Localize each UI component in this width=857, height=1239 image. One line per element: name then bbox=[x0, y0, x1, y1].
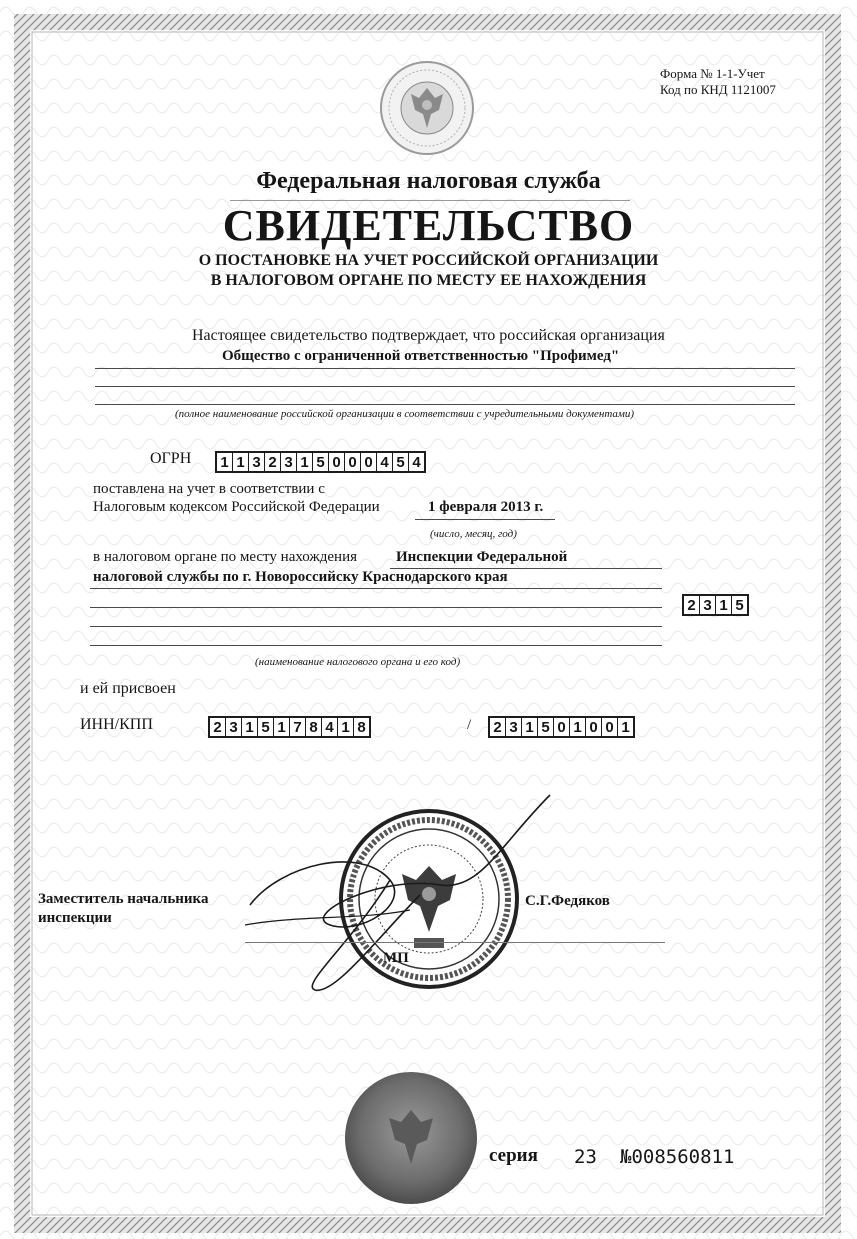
kpp-digit: 1 bbox=[522, 718, 538, 736]
date-underline bbox=[415, 519, 555, 520]
inn-digit: 1 bbox=[274, 718, 290, 736]
org-line-3 bbox=[95, 404, 795, 405]
registration-line-1: поставлена на учет в соответствии с bbox=[93, 481, 325, 497]
authority-line-4 bbox=[90, 626, 662, 627]
authority-code-digit: 2 bbox=[684, 596, 700, 614]
ogrn-digit: 5 bbox=[393, 453, 409, 471]
authority-line-2 bbox=[90, 588, 662, 589]
ogrn-digit: 5 bbox=[313, 453, 329, 471]
inn-digit: 5 bbox=[258, 718, 274, 736]
emblem-icon bbox=[377, 58, 477, 158]
authority-code-boxes bbox=[682, 594, 749, 616]
ogrn-digit: 2 bbox=[265, 453, 281, 471]
ogrn-digit: 3 bbox=[281, 453, 297, 471]
authority-code-digit: 1 bbox=[716, 596, 732, 614]
authority-line-3 bbox=[90, 607, 662, 608]
ogrn-digit: 1 bbox=[233, 453, 249, 471]
kpp-digit: 0 bbox=[602, 718, 618, 736]
inn-digit: 7 bbox=[290, 718, 306, 736]
inn-kpp-separator: / bbox=[467, 717, 472, 733]
ogrn-digit: 4 bbox=[377, 453, 393, 471]
ogrn-digit: 1 bbox=[217, 453, 233, 471]
inn-digit: 2 bbox=[210, 718, 226, 736]
kpp-boxes bbox=[488, 716, 635, 738]
kpp-digit: 2 bbox=[490, 718, 506, 736]
inn-digit: 8 bbox=[357, 719, 366, 736]
stamp-mark: МП bbox=[383, 950, 409, 966]
ogrn-digit: 4 bbox=[412, 454, 421, 471]
ogrn-label: ОГРН bbox=[150, 450, 192, 467]
date-caption: (число, месяц, год) bbox=[430, 528, 517, 540]
kpp-digit: 0 bbox=[586, 718, 602, 736]
org-line-1 bbox=[95, 368, 795, 369]
inn-digit: 4 bbox=[322, 718, 338, 736]
ogrn-digit: 0 bbox=[345, 453, 361, 471]
registration-line-2: Налоговым кодексом Российской Федерации bbox=[93, 499, 380, 515]
inn-digit: 1 bbox=[338, 718, 354, 736]
signatory-position-line-1: Заместитель начальника bbox=[38, 891, 209, 907]
authority-name-part-1: Инспекции Федеральной bbox=[396, 549, 568, 565]
inn-digit: 3 bbox=[226, 718, 242, 736]
ogrn-digit: 0 bbox=[361, 453, 377, 471]
ogrn-digit: 3 bbox=[249, 453, 265, 471]
org-caption: (полное наименование российской организации в соответствии с учредительными документами) bbox=[175, 408, 635, 420]
handwritten-signature bbox=[240, 785, 560, 995]
hologram-seal-icon bbox=[343, 1070, 479, 1206]
ogrn-boxes bbox=[215, 451, 426, 473]
place-label: в налоговом органе по месту нахождения bbox=[93, 549, 358, 565]
series-value: 23 bbox=[574, 1146, 597, 1168]
org-name: Общество с ограниченной ответственностью "Профимед" bbox=[222, 348, 620, 364]
inn-kpp-label: ИНН/КПП bbox=[80, 716, 153, 733]
kpp-digit: 0 bbox=[554, 718, 570, 736]
ogrn-digit: 1 bbox=[297, 453, 313, 471]
authority-name-part-2: налоговой службы по г. Новороссийску Краснодарского края bbox=[93, 569, 508, 585]
inn-digit: 1 bbox=[242, 718, 258, 736]
authority-code-digit: 5 bbox=[735, 597, 744, 614]
serial-number: №008560811 bbox=[620, 1146, 735, 1168]
signature-line bbox=[245, 942, 665, 943]
service-name: Федеральная налоговая служба bbox=[256, 168, 601, 194]
org-line-2 bbox=[95, 386, 795, 387]
subtitle-line-2: В НАЛОГОВОМ ОРГАНЕ ПО МЕСТУ ЕЕ НАХОЖДЕНИЯ bbox=[210, 272, 647, 289]
inn-boxes bbox=[208, 716, 371, 738]
authority-code-digit: 3 bbox=[700, 596, 716, 614]
inn-digit: 8 bbox=[306, 718, 322, 736]
subtitle-line-1: О ПОСТАНОВКЕ НА УЧЕТ РОССИЙСКОЙ ОРГАНИЗАЦИИ bbox=[198, 252, 659, 269]
series-label: серия bbox=[489, 1145, 538, 1166]
page-title: СВИДЕТЕЛЬСТВО bbox=[222, 201, 635, 250]
knd-code: Код по КНД 1121007 bbox=[660, 82, 776, 97]
form-number: Форма № 1-1-Учет bbox=[660, 66, 765, 81]
kpp-digit: 3 bbox=[506, 718, 522, 736]
authority-caption: (наименование налогового органа и его код) bbox=[255, 656, 461, 668]
org-intro: Настоящее свидетельство подтверждает, что российская организация bbox=[192, 327, 665, 344]
registration-date: 1 февраля 2013 г. bbox=[428, 499, 544, 515]
signatory-name: С.Г.Федяков bbox=[525, 893, 610, 909]
signatory-position-line-2: инспекции bbox=[38, 910, 112, 926]
kpp-digit: 1 bbox=[570, 718, 586, 736]
kpp-digit: 5 bbox=[538, 718, 554, 736]
ogrn-digit: 0 bbox=[329, 453, 345, 471]
kpp-digit: 1 bbox=[621, 719, 630, 736]
authority-line-5 bbox=[90, 645, 662, 646]
assigned-label: и ей присвоен bbox=[80, 680, 176, 697]
